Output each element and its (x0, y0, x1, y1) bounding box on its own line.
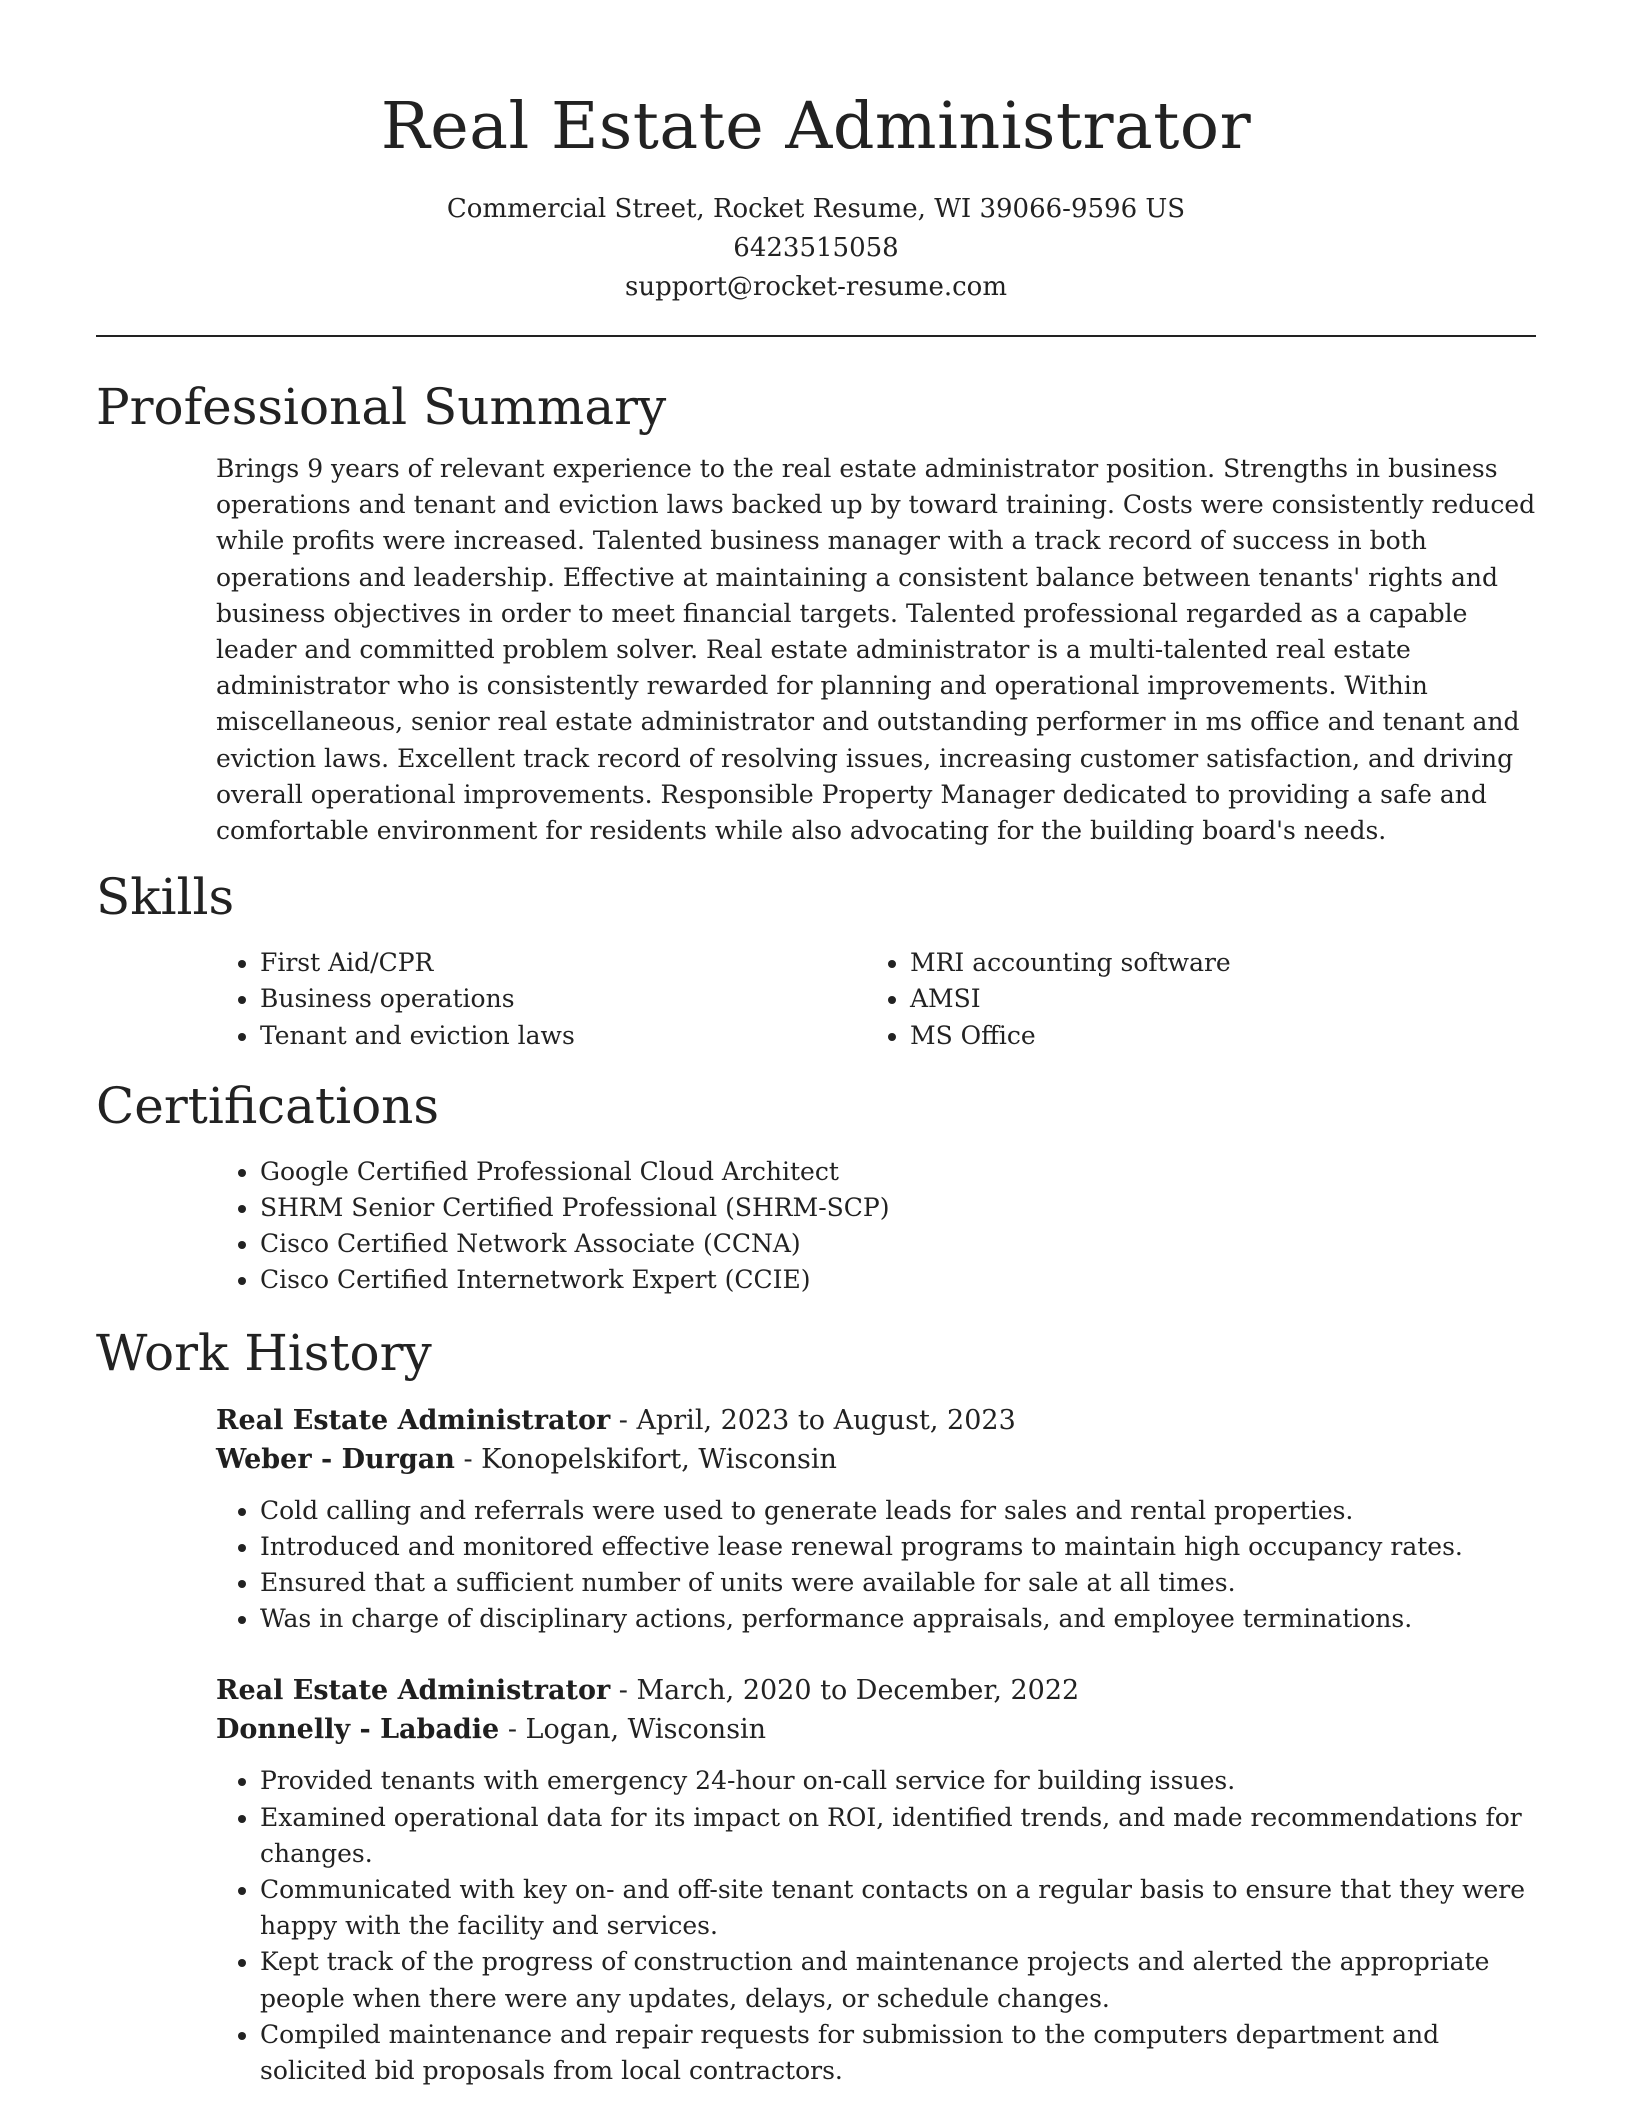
job-role: Real Estate Administrator (216, 1675, 611, 1707)
section-title-work-history: Work History (96, 1323, 432, 1382)
skills-grid (216, 945, 1536, 1054)
job-entry (216, 1671, 1536, 2089)
certification-item: • SHRM Senior Certified Professional (SHRM-SCP) (260, 1190, 1536, 1226)
job-bullet: • Communicated with key on- and off-site tenant contacts on a regular basis to ensure that they were happy with the facility and services. (260, 1872, 1536, 1944)
job-bullet: • Compiled maintenance and repair requests for submission to the computers department and solicited bid proposals from local contractors. (260, 2017, 1536, 2089)
certifications-list (216, 1154, 1536, 1299)
skills-section (96, 865, 1536, 1054)
certification-item: • Cisco Certified Network Associate (CCNA) (260, 1226, 1536, 1262)
header-divider (96, 335, 1536, 337)
job-company-line (216, 1710, 1536, 1749)
job-bullet: • Cold calling and referrals were used to generate leads for sales and rental properties. (260, 1493, 1536, 1529)
job-entry (216, 1401, 1536, 1638)
work-history-section (96, 1321, 1536, 2090)
job-role: Real Estate Administrator (216, 1404, 611, 1436)
job-dates: - April, 2023 to August, 2023 (610, 1404, 1016, 1436)
skills-list-right (866, 945, 1516, 1054)
skills-list-left (216, 945, 866, 1054)
contact-email: support@rocket-resume.com (624, 272, 1007, 302)
skill-item: • MRI accounting software (910, 945, 1516, 981)
contact-phone: 6423515058 (733, 233, 899, 263)
job-title-line (216, 1671, 1536, 1710)
section-title-skills: Skills (96, 868, 235, 927)
resume-page (96, 0, 1536, 2089)
job-company: Donnelly - Labadie (216, 1714, 500, 1746)
job-dates: - March, 2020 to December, 2022 (610, 1675, 1080, 1707)
certification-item: • Cisco Certified Internetwork Expert (CCIE) (260, 1262, 1536, 1298)
job-location: - Logan, Wisconsin (499, 1714, 767, 1746)
job-bullet: • Ensured that a sufficient number of units were available for sale at all times. (260, 1565, 1536, 1601)
job-bullet: • Examined operational data for its impact on ROI, identified trends, and made recommendations for changes. (260, 1800, 1536, 1872)
job-bullet: • Provided tenants with emergency 24-hour on-call service for building issues. (260, 1763, 1536, 1799)
skill-item: • Business operations (260, 981, 866, 1017)
job-company: Weber - Durgan (216, 1443, 455, 1475)
job-location: - Konopelskifort, Wisconsin (454, 1443, 837, 1475)
resume-name: Real Estate Administrator (380, 89, 1252, 164)
job-bullet: • Introduced and monitored effective lease renewal programs to maintain high occupancy rates. (260, 1529, 1536, 1565)
certifications-section (96, 1074, 1536, 1299)
job-company-line (216, 1440, 1536, 1479)
skill-item: • First Aid/CPR (260, 945, 866, 981)
job-bullet: • Kept track of the progress of construction and maintenance projects and alerted the appropriate people when there were any updates, delays, or schedule changes. (260, 1944, 1536, 2016)
contact-address: Commercial Street, Rocket Resume, WI 39066-9596 US (446, 194, 1186, 224)
skills-column-left (216, 945, 866, 1054)
job-title-line (216, 1401, 1536, 1440)
section-title-certifications: Certifications (96, 1076, 440, 1135)
job-bullet-list (216, 1493, 1536, 1638)
summary-text: Brings 9 years of relevant experience to the real estate administrator position. Strengths in business operations and tenant and eviction laws backed up by toward training. Costs were consistently reduced while profits were increased. Talented business manager with a track record of success in both operations and leadership. Effective at maintaining a consistent balance between tenants' rights and business objectives in order to meet financial targets. Talented professional regarded as a capable leader and committed problem solver. Real estate administrator is a multi-talented real estate administrator who is consistently rewarded for planning and operational improvements. Within miscellaneous, senior real estate administrator and outstanding performer in ms office and tenant and eviction laws. Excellent track record of resolving issues, increasing customer satisfaction, and driving overall operational improvements. Responsible Property Manager dedicated to providing a safe and comfortable environment for residents while also advocating for the building board's needs. (216, 454, 1536, 846)
skill-item: • Tenant and eviction laws (260, 1018, 866, 1054)
skills-column-right (866, 945, 1516, 1054)
certification-item: • Google Certified Professional Cloud Architect (260, 1154, 1536, 1190)
professional-summary-section (96, 375, 1536, 849)
contact-block (96, 190, 1536, 307)
skill-item: • MS Office (910, 1018, 1516, 1054)
job-bullet-list (216, 1763, 1536, 2089)
job-bullet: • Was in charge of disciplinary actions, performance appraisals, and employee terminations. (260, 1601, 1536, 1637)
section-title-summary: Professional Summary (96, 378, 667, 436)
skill-item: • AMSI (910, 981, 1516, 1017)
